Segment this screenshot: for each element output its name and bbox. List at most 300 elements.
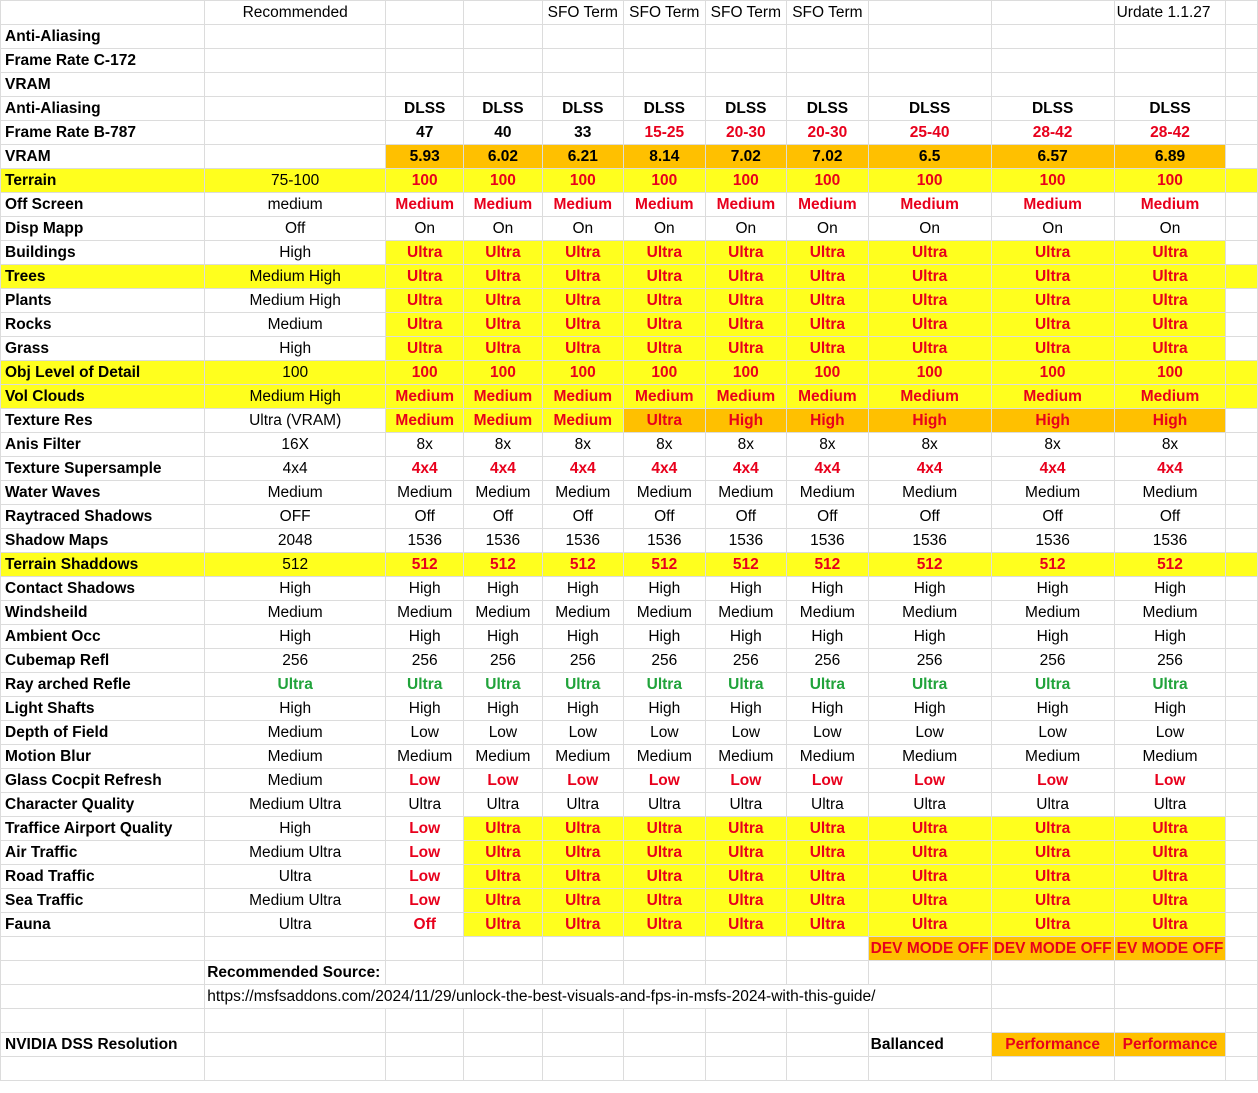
cell[interactable]: [1226, 1057, 1258, 1081]
value-cell[interactable]: 5.93: [386, 145, 464, 169]
value-cell[interactable]: 40: [464, 121, 542, 145]
value-cell[interactable]: 100: [624, 169, 706, 193]
recommended-cell[interactable]: 256: [205, 649, 386, 673]
value-cell[interactable]: High: [464, 577, 542, 601]
recommended-cell[interactable]: Medium Ultra: [205, 793, 386, 817]
header-cell[interactable]: [868, 1, 991, 25]
value-cell[interactable]: High: [705, 697, 787, 721]
value-cell[interactable]: Ultra: [705, 913, 787, 937]
value-cell[interactable]: Ultra: [624, 793, 706, 817]
cell[interactable]: [1226, 409, 1258, 433]
value-cell[interactable]: [787, 49, 869, 73]
value-cell[interactable]: Ultra: [787, 313, 869, 337]
value-cell[interactable]: 8x: [991, 433, 1114, 457]
value-cell[interactable]: High: [542, 625, 624, 649]
value-cell[interactable]: High: [1114, 625, 1226, 649]
recommended-cell[interactable]: High: [205, 817, 386, 841]
recommended-cell[interactable]: Medium: [205, 481, 386, 505]
value-cell[interactable]: Medium: [386, 601, 464, 625]
value-cell[interactable]: Off: [542, 505, 624, 529]
value-cell[interactable]: Low: [386, 841, 464, 865]
value-cell[interactable]: Off: [787, 505, 869, 529]
value-cell[interactable]: Ultra: [991, 337, 1114, 361]
cell[interactable]: [991, 1009, 1114, 1033]
value-cell[interactable]: Ultra: [705, 337, 787, 361]
cell[interactable]: [1226, 505, 1258, 529]
recommended-cell[interactable]: Medium: [205, 313, 386, 337]
value-cell[interactable]: Ultra: [705, 889, 787, 913]
cell[interactable]: [705, 937, 787, 961]
value-cell[interactable]: Ultra: [868, 313, 991, 337]
value-cell[interactable]: Ultra: [787, 913, 869, 937]
recommended-cell[interactable]: medium: [205, 193, 386, 217]
value-cell[interactable]: On: [1114, 217, 1226, 241]
value-cell[interactable]: High: [624, 625, 706, 649]
cell[interactable]: [1226, 145, 1258, 169]
value-cell[interactable]: High: [624, 697, 706, 721]
dlss-performance[interactable]: Performance: [1114, 1033, 1226, 1057]
value-cell[interactable]: Ultra: [386, 793, 464, 817]
value-cell[interactable]: 256: [705, 649, 787, 673]
cell[interactable]: [1, 961, 205, 985]
value-cell[interactable]: Medium: [624, 745, 706, 769]
value-cell[interactable]: Medium: [868, 193, 991, 217]
value-cell[interactable]: Medium: [542, 481, 624, 505]
cell[interactable]: [542, 1033, 624, 1057]
cell[interactable]: [1226, 841, 1258, 865]
value-cell[interactable]: DLSS: [705, 97, 787, 121]
value-cell[interactable]: Medium: [991, 745, 1114, 769]
dlss-balanced[interactable]: Ballanced: [868, 1033, 991, 1057]
value-cell[interactable]: Low: [624, 769, 706, 793]
cell[interactable]: [386, 1057, 464, 1081]
value-cell[interactable]: Ultra: [624, 337, 706, 361]
recommended-cell[interactable]: Ultra: [205, 865, 386, 889]
value-cell[interactable]: Medium: [464, 745, 542, 769]
value-cell[interactable]: Medium: [624, 193, 706, 217]
value-cell[interactable]: Ultra: [624, 841, 706, 865]
value-cell[interactable]: [464, 49, 542, 73]
value-cell[interactable]: [624, 49, 706, 73]
cell[interactable]: [542, 1057, 624, 1081]
cell[interactable]: [624, 1057, 706, 1081]
cell[interactable]: [991, 961, 1114, 985]
value-cell[interactable]: Ultra: [1114, 865, 1226, 889]
header-cell[interactable]: [1, 1, 205, 25]
value-cell[interactable]: Ultra: [705, 241, 787, 265]
cell[interactable]: [1226, 625, 1258, 649]
value-cell[interactable]: Ultra: [624, 673, 706, 697]
value-cell[interactable]: Off: [1114, 505, 1226, 529]
recommended-cell[interactable]: Medium High: [205, 385, 386, 409]
value-cell[interactable]: Ultra: [542, 265, 624, 289]
cell[interactable]: [868, 1009, 991, 1033]
value-cell[interactable]: Ultra: [868, 793, 991, 817]
cell[interactable]: [1, 1009, 205, 1033]
value-cell[interactable]: Ultra: [868, 673, 991, 697]
value-cell[interactable]: Ultra: [705, 793, 787, 817]
recommended-cell[interactable]: High: [205, 625, 386, 649]
value-cell[interactable]: 256: [787, 649, 869, 673]
value-cell[interactable]: 100: [1114, 169, 1226, 193]
value-cell[interactable]: High: [787, 625, 869, 649]
value-cell[interactable]: 4x4: [464, 457, 542, 481]
value-cell[interactable]: 256: [868, 649, 991, 673]
cell[interactable]: [1226, 769, 1258, 793]
value-cell[interactable]: Low: [1114, 769, 1226, 793]
value-cell[interactable]: Ultra: [464, 793, 542, 817]
value-cell[interactable]: 8.14: [624, 145, 706, 169]
recommended-cell[interactable]: 75-100: [205, 169, 386, 193]
row-label[interactable]: Ray arched Refle: [1, 673, 205, 697]
cell[interactable]: [1226, 817, 1258, 841]
value-cell[interactable]: Ultra: [542, 913, 624, 937]
value-cell[interactable]: Medium: [705, 601, 787, 625]
cell[interactable]: [1226, 745, 1258, 769]
value-cell[interactable]: 20-30: [787, 121, 869, 145]
recommended-cell[interactable]: 512: [205, 553, 386, 577]
value-cell[interactable]: Ultra: [1114, 793, 1226, 817]
value-cell[interactable]: DLSS: [1114, 97, 1226, 121]
value-cell[interactable]: 100: [386, 169, 464, 193]
row-label[interactable]: Disp Mapp: [1, 217, 205, 241]
row-label[interactable]: Raytraced Shadows: [1, 505, 205, 529]
value-cell[interactable]: Low: [464, 769, 542, 793]
row-label[interactable]: Anti-Aliasing: [1, 97, 205, 121]
value-cell[interactable]: High: [787, 577, 869, 601]
row-label[interactable]: Vol Clouds: [1, 385, 205, 409]
cell[interactable]: [1226, 649, 1258, 673]
value-cell[interactable]: Low: [386, 769, 464, 793]
cell[interactable]: [1226, 289, 1258, 313]
value-cell[interactable]: Ultra: [705, 289, 787, 313]
cell[interactable]: [386, 961, 464, 985]
value-cell[interactable]: Ultra: [991, 289, 1114, 313]
value-cell[interactable]: Low: [386, 865, 464, 889]
value-cell[interactable]: Ultra: [787, 865, 869, 889]
value-cell[interactable]: High: [542, 577, 624, 601]
cell[interactable]: [1226, 721, 1258, 745]
value-cell[interactable]: Ultra: [542, 289, 624, 313]
value-cell[interactable]: Medium: [1114, 601, 1226, 625]
value-cell[interactable]: Off: [868, 505, 991, 529]
recommended-cell[interactable]: High: [205, 241, 386, 265]
value-cell[interactable]: Medium: [464, 385, 542, 409]
value-cell[interactable]: High: [464, 697, 542, 721]
row-label[interactable]: Off Screen: [1, 193, 205, 217]
row-label[interactable]: Depth of Field: [1, 721, 205, 745]
cell[interactable]: [705, 1009, 787, 1033]
value-cell[interactable]: Low: [624, 721, 706, 745]
cell[interactable]: [1226, 241, 1258, 265]
value-cell[interactable]: DLSS: [386, 97, 464, 121]
value-cell[interactable]: Ultra: [1114, 265, 1226, 289]
recommended-cell[interactable]: High: [205, 337, 386, 361]
cell[interactable]: [1226, 577, 1258, 601]
cell[interactable]: [1226, 193, 1258, 217]
value-cell[interactable]: 8x: [705, 433, 787, 457]
cell[interactable]: [1226, 961, 1258, 985]
value-cell[interactable]: [787, 25, 869, 49]
cell[interactable]: [1226, 25, 1258, 49]
recommended-cell[interactable]: High: [205, 577, 386, 601]
value-cell[interactable]: Medium: [386, 745, 464, 769]
value-cell[interactable]: Low: [386, 721, 464, 745]
recommended-cell[interactable]: 16X: [205, 433, 386, 457]
value-cell[interactable]: Low: [542, 721, 624, 745]
header-cell[interactable]: SFO Term: [787, 1, 869, 25]
value-cell[interactable]: 6.21: [542, 145, 624, 169]
row-label[interactable]: Texture Res: [1, 409, 205, 433]
cell[interactable]: [205, 937, 386, 961]
value-cell[interactable]: [464, 25, 542, 49]
cell[interactable]: [1226, 529, 1258, 553]
cell[interactable]: [464, 1057, 542, 1081]
cell[interactable]: [1114, 961, 1226, 985]
row-label[interactable]: Glass Cocpit Refresh: [1, 769, 205, 793]
value-cell[interactable]: Ultra: [542, 817, 624, 841]
cell[interactable]: [464, 961, 542, 985]
dev-mode-cell[interactable]: DEV MODE OFF: [868, 937, 991, 961]
value-cell[interactable]: Ultra: [542, 241, 624, 265]
value-cell[interactable]: 7.02: [787, 145, 869, 169]
value-cell[interactable]: Ultra: [542, 865, 624, 889]
value-cell[interactable]: High: [991, 409, 1114, 433]
row-label[interactable]: VRAM: [1, 145, 205, 169]
cell[interactable]: [1226, 433, 1258, 457]
value-cell[interactable]: Ultra: [464, 865, 542, 889]
value-cell[interactable]: Ultra: [868, 241, 991, 265]
value-cell[interactable]: Ultra: [991, 673, 1114, 697]
value-cell[interactable]: 100: [624, 361, 706, 385]
value-cell[interactable]: 100: [464, 361, 542, 385]
value-cell[interactable]: 4x4: [624, 457, 706, 481]
value-cell[interactable]: Medium: [542, 409, 624, 433]
value-cell[interactable]: Ultra: [386, 265, 464, 289]
recommended-cell[interactable]: [205, 49, 386, 73]
value-cell[interactable]: Medium: [868, 385, 991, 409]
value-cell[interactable]: Ultra: [868, 817, 991, 841]
cell[interactable]: [787, 1009, 869, 1033]
cell[interactable]: [1, 937, 205, 961]
cell[interactable]: [1226, 97, 1258, 121]
value-cell[interactable]: Medium: [624, 385, 706, 409]
header-cell[interactable]: [991, 1, 1114, 25]
value-cell[interactable]: 4x4: [542, 457, 624, 481]
value-cell[interactable]: Medium: [991, 481, 1114, 505]
value-cell[interactable]: 1536: [386, 529, 464, 553]
value-cell[interactable]: Ultra: [705, 265, 787, 289]
value-cell[interactable]: High: [868, 409, 991, 433]
header-cell[interactable]: SFO Term: [542, 1, 624, 25]
value-cell[interactable]: 100: [542, 361, 624, 385]
recommended-cell[interactable]: [205, 25, 386, 49]
value-cell[interactable]: Ultra: [787, 673, 869, 697]
value-cell[interactable]: On: [787, 217, 869, 241]
cell[interactable]: [787, 937, 869, 961]
row-label[interactable]: Grass: [1, 337, 205, 361]
value-cell[interactable]: [1114, 49, 1226, 73]
value-cell[interactable]: Medium: [787, 193, 869, 217]
cell[interactable]: [1114, 985, 1226, 1009]
recommended-cell[interactable]: Medium: [205, 769, 386, 793]
value-cell[interactable]: Medium: [386, 481, 464, 505]
value-cell[interactable]: Ultra: [542, 313, 624, 337]
value-cell[interactable]: High: [1114, 697, 1226, 721]
value-cell[interactable]: 512: [386, 553, 464, 577]
recommended-cell[interactable]: [205, 145, 386, 169]
row-label[interactable]: Windsheild: [1, 601, 205, 625]
value-cell[interactable]: 8x: [542, 433, 624, 457]
value-cell[interactable]: Ultra: [1114, 817, 1226, 841]
value-cell[interactable]: Ultra: [1114, 313, 1226, 337]
value-cell[interactable]: Low: [705, 769, 787, 793]
value-cell[interactable]: High: [991, 625, 1114, 649]
value-cell[interactable]: 100: [464, 169, 542, 193]
row-label[interactable]: Character Quality: [1, 793, 205, 817]
value-cell[interactable]: 1536: [464, 529, 542, 553]
value-cell[interactable]: Ultra: [868, 841, 991, 865]
value-cell[interactable]: 6.89: [1114, 145, 1226, 169]
value-cell[interactable]: Low: [787, 769, 869, 793]
value-cell[interactable]: Medium: [464, 481, 542, 505]
value-cell[interactable]: Low: [991, 721, 1114, 745]
value-cell[interactable]: Ultra: [542, 841, 624, 865]
cell[interactable]: [991, 1057, 1114, 1081]
value-cell[interactable]: 1536: [991, 529, 1114, 553]
row-label[interactable]: Cubemap Refl: [1, 649, 205, 673]
row-label[interactable]: Frame Rate C-172: [1, 49, 205, 73]
value-cell[interactable]: [705, 73, 787, 97]
cell[interactable]: [386, 1033, 464, 1057]
recommended-cell[interactable]: Medium Ultra: [205, 841, 386, 865]
value-cell[interactable]: Off: [386, 505, 464, 529]
header-cell[interactable]: Urdate 1.1.27: [1114, 1, 1226, 25]
value-cell[interactable]: 100: [386, 361, 464, 385]
value-cell[interactable]: DLSS: [787, 97, 869, 121]
value-cell[interactable]: Medium: [991, 193, 1114, 217]
value-cell[interactable]: Ultra: [787, 889, 869, 913]
value-cell[interactable]: Ultra: [868, 865, 991, 889]
value-cell[interactable]: 1536: [787, 529, 869, 553]
cell[interactable]: [205, 1033, 386, 1057]
cell[interactable]: [1226, 1, 1258, 25]
value-cell[interactable]: [787, 73, 869, 97]
value-cell[interactable]: Ultra: [705, 673, 787, 697]
cell[interactable]: [386, 937, 464, 961]
value-cell[interactable]: Low: [868, 769, 991, 793]
row-label[interactable]: Light Shafts: [1, 697, 205, 721]
value-cell[interactable]: Medium: [542, 601, 624, 625]
value-cell[interactable]: Medium: [787, 481, 869, 505]
value-cell[interactable]: [624, 73, 706, 97]
header-cell[interactable]: [464, 1, 542, 25]
value-cell[interactable]: High: [386, 577, 464, 601]
header-cell[interactable]: Recommended: [205, 1, 386, 25]
value-cell[interactable]: 512: [1114, 553, 1226, 577]
value-cell[interactable]: Ultra: [868, 265, 991, 289]
value-cell[interactable]: 8x: [386, 433, 464, 457]
value-cell[interactable]: 100: [991, 361, 1114, 385]
value-cell[interactable]: High: [868, 577, 991, 601]
value-cell[interactable]: Medium: [991, 601, 1114, 625]
dev-mode-cell[interactable]: DEV MODE OFF: [991, 937, 1114, 961]
dev-mode-cell[interactable]: EV MODE OFF: [1114, 937, 1226, 961]
cell[interactable]: [1226, 337, 1258, 361]
value-cell[interactable]: Medium: [542, 193, 624, 217]
value-cell[interactable]: 256: [1114, 649, 1226, 673]
value-cell[interactable]: 100: [868, 169, 991, 193]
recommended-cell[interactable]: Medium: [205, 745, 386, 769]
value-cell[interactable]: Ultra: [624, 265, 706, 289]
value-cell[interactable]: Ultra: [991, 865, 1114, 889]
value-cell[interactable]: 256: [991, 649, 1114, 673]
recommended-cell[interactable]: Medium High: [205, 289, 386, 313]
value-cell[interactable]: [705, 25, 787, 49]
value-cell[interactable]: Ultra: [464, 313, 542, 337]
value-cell[interactable]: On: [464, 217, 542, 241]
value-cell[interactable]: Ultra: [787, 841, 869, 865]
cell[interactable]: [464, 1033, 542, 1057]
row-label[interactable]: Anis Filter: [1, 433, 205, 457]
recommended-cell[interactable]: High: [205, 697, 386, 721]
value-cell[interactable]: DLSS: [464, 97, 542, 121]
value-cell[interactable]: High: [1114, 577, 1226, 601]
cell[interactable]: [386, 1009, 464, 1033]
value-cell[interactable]: 8x: [464, 433, 542, 457]
value-cell[interactable]: Medium: [705, 745, 787, 769]
value-cell[interactable]: 100: [868, 361, 991, 385]
value-cell[interactable]: [1114, 73, 1226, 97]
value-cell[interactable]: Ultra: [991, 241, 1114, 265]
row-label[interactable]: Fauna: [1, 913, 205, 937]
recommended-cell[interactable]: Ultra (VRAM): [205, 409, 386, 433]
row-label[interactable]: Shadow Maps: [1, 529, 205, 553]
cell[interactable]: [1226, 865, 1258, 889]
value-cell[interactable]: 512: [991, 553, 1114, 577]
value-cell[interactable]: 512: [868, 553, 991, 577]
value-cell[interactable]: On: [542, 217, 624, 241]
value-cell[interactable]: Ultra: [464, 817, 542, 841]
value-cell[interactable]: Ultra: [868, 913, 991, 937]
row-label[interactable]: Terrain: [1, 169, 205, 193]
value-cell[interactable]: High: [624, 577, 706, 601]
value-cell[interactable]: [991, 73, 1114, 97]
recommended-cell[interactable]: OFF: [205, 505, 386, 529]
value-cell[interactable]: High: [787, 409, 869, 433]
value-cell[interactable]: Off: [624, 505, 706, 529]
value-cell[interactable]: 8x: [868, 433, 991, 457]
row-label[interactable]: Ambient Occ: [1, 625, 205, 649]
dlss-label[interactable]: NVIDIA DSS Resolution: [1, 1033, 205, 1057]
value-cell[interactable]: 20-30: [705, 121, 787, 145]
value-cell[interactable]: [542, 73, 624, 97]
value-cell[interactable]: Off: [991, 505, 1114, 529]
cell[interactable]: [542, 1009, 624, 1033]
value-cell[interactable]: [464, 73, 542, 97]
cell[interactable]: [542, 937, 624, 961]
value-cell[interactable]: Ultra: [787, 241, 869, 265]
value-cell[interactable]: Ultra: [991, 313, 1114, 337]
value-cell[interactable]: High: [868, 625, 991, 649]
value-cell[interactable]: 256: [624, 649, 706, 673]
value-cell[interactable]: 15-25: [624, 121, 706, 145]
value-cell[interactable]: Medium: [386, 409, 464, 433]
source-label[interactable]: Recommended Source:: [205, 961, 386, 985]
value-cell[interactable]: Ultra: [1114, 841, 1226, 865]
value-cell[interactable]: Ultra: [464, 673, 542, 697]
value-cell[interactable]: Ultra: [1114, 673, 1226, 697]
